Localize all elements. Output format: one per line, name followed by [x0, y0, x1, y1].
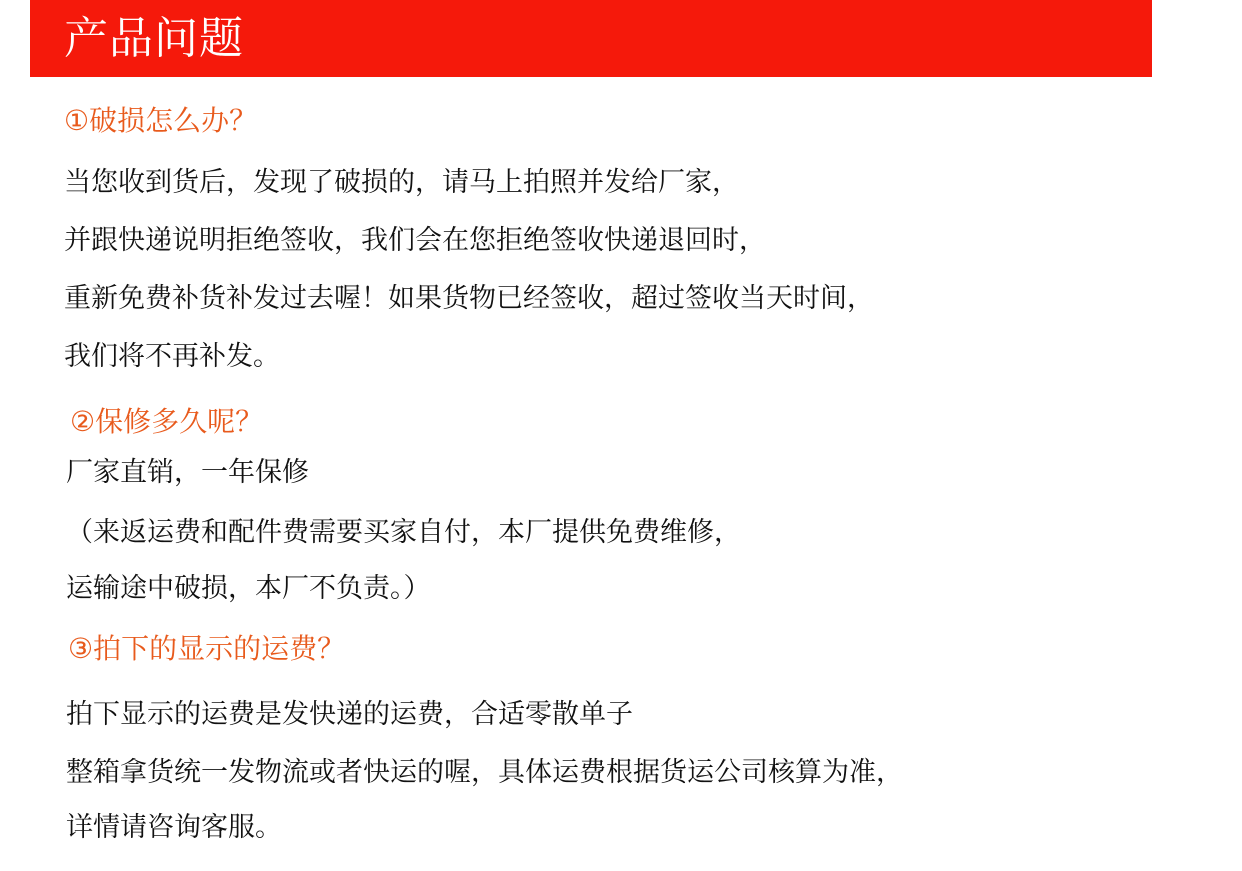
answer-line: 重新免费补货补发过去喔！如果货物已经签收，超过签收当天时间，: [64, 283, 874, 314]
header-bar: [30, 0, 1152, 77]
answer-line: 并跟快递说明拒绝签收，我们会在您拒绝签收快递退回时，: [64, 225, 766, 256]
answer-line: 整箱拿货统一发物流或者快运的喔，具体运费根据货运公司核算为准，: [66, 757, 903, 788]
question-shipping: ③拍下的显示的运费？: [68, 632, 346, 665]
answer-line: 厂家直销，一年保修: [66, 457, 309, 488]
answer-line: 运输途中破损，本厂不负责。）: [66, 573, 431, 604]
answer-line: （来返运费和配件费需要买家自付，本厂提供免费维修，: [66, 517, 741, 548]
answer-line: 拍下显示的运费是发快递的运费，合适零散单子: [66, 699, 633, 730]
question-damage: ①破损怎么办？: [64, 104, 258, 137]
answer-line: 我们将不再补发。: [64, 341, 280, 372]
question-warranty: ②保修多久呢？: [70, 405, 264, 438]
answer-line: 当您收到货后，发现了破损的，请马上拍照并发给厂家，: [64, 167, 739, 198]
answer-line: 详情请咨询客服。: [66, 812, 282, 843]
page-title: 产品问题: [64, 13, 244, 64]
